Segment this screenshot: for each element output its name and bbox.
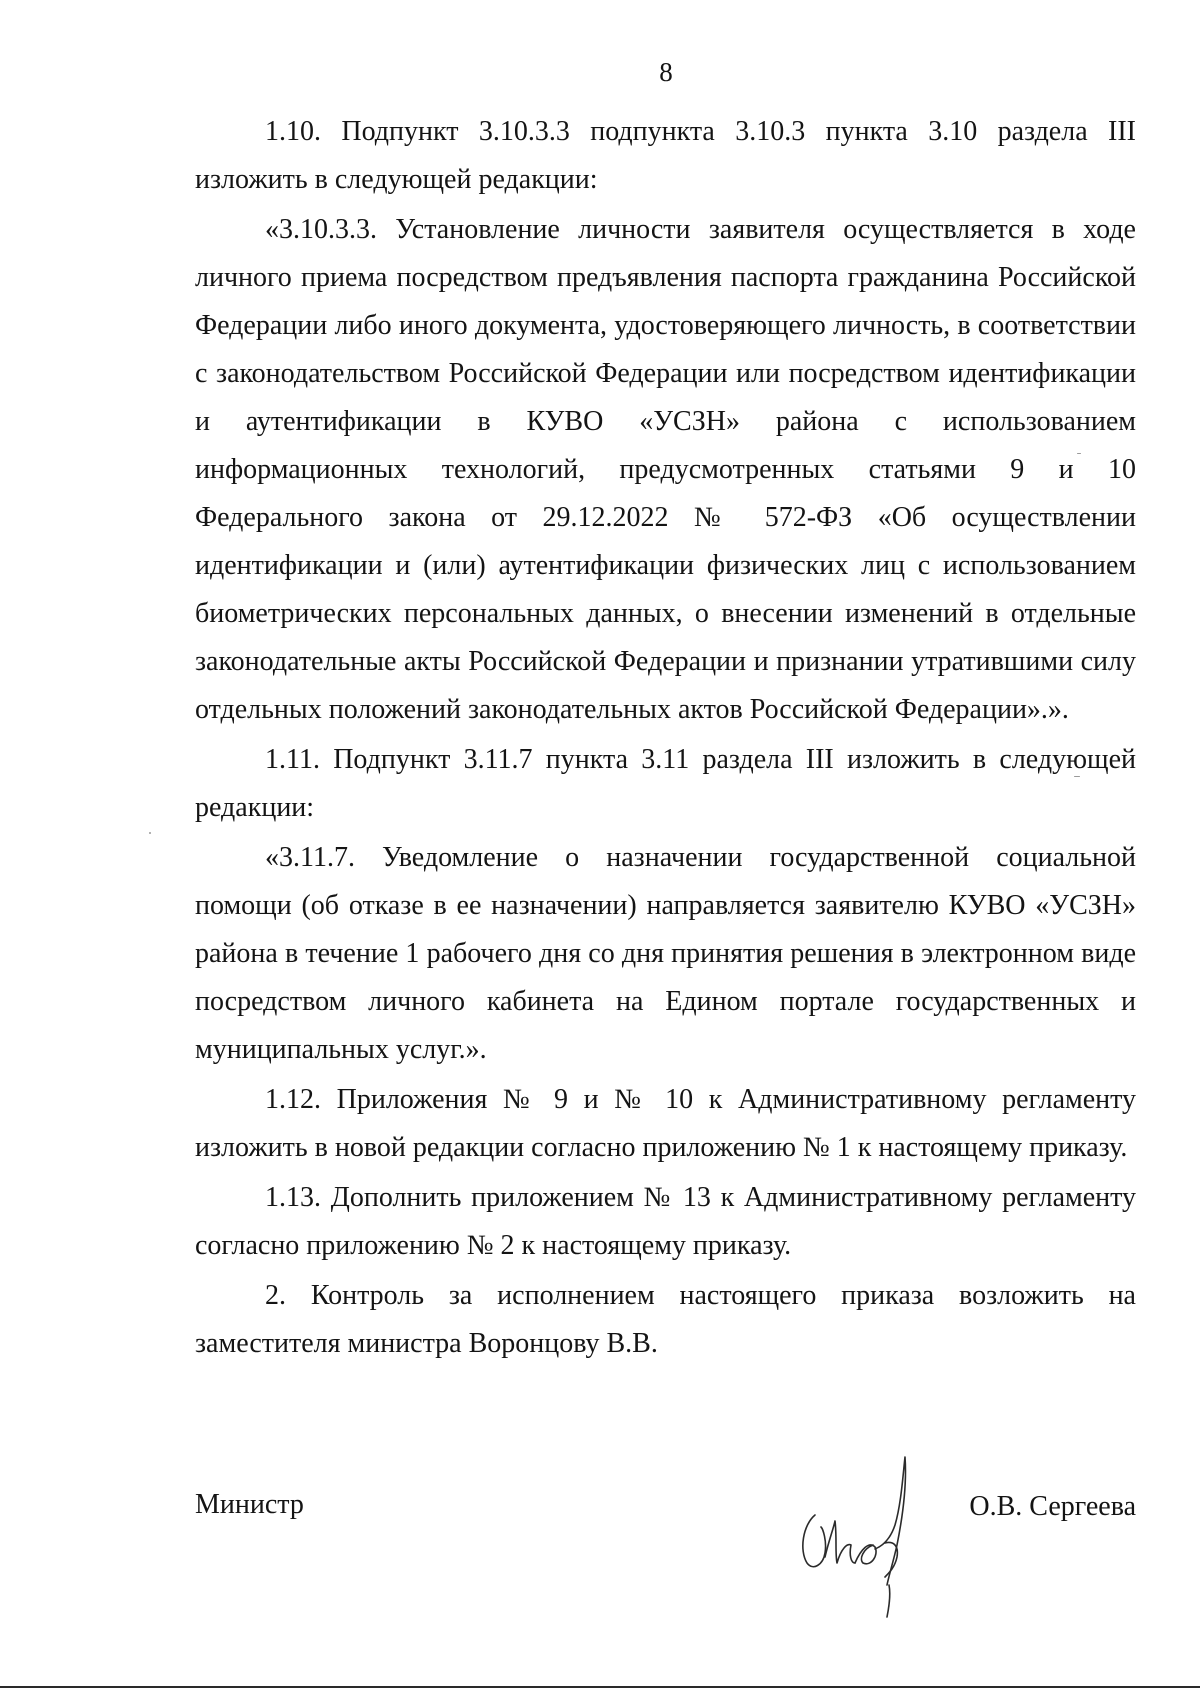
scan-speck	[1077, 453, 1081, 454]
signatory-name: О.В. Сергеева	[969, 1491, 1136, 1522]
paragraph-3-10-3-3-text: «3.10.3.3. Установление личности заявителя осуществляется в ходе личного приема посредством предъявления паспорта гражданина Российской Федерации либо иного документа, удостоверяющего личность, в соответствии с законодательством Российской Федерации или посредством идентификации и аутентификации в КУВО «УСЗН» района с использованием информационных технологий, предусмотренных статьями 9 и 10 Федерального закона от 29.12.2022 № 572-ФЗ «Об осуществлении идентификации и (или) аутентификации физических лиц с использованием биометрических персональных данных, о внесении изменений в отдельные законодательные акты Российской Федерации и признании утратившими силу отдельных положений законодательных актов Российской Федерации».».	[195, 214, 1136, 725]
scan-speck	[1074, 776, 1080, 777]
page-number: 8	[659, 57, 673, 87]
paragraph-1-11: 1.11. Подпункт 3.11.7 пункта 3.11 раздела III изложить в следующей редакции:	[195, 744, 1136, 823]
paragraph-1-12: 1.12. Приложения № 9 и № 10 к Административному регламенту изложить в новой редакции согласно приложению № 1 к настоящему приказу.	[195, 1084, 1136, 1163]
signatory-position: Министр	[195, 1489, 304, 1520]
paragraph-2-control: 2. Контроль за исполнением настоящего приказа возложить на заместителя министра Воронцову В.В.	[195, 1280, 1136, 1359]
signature-block	[195, 1455, 1136, 1635]
document-body	[195, 108, 1136, 1370]
handwritten-signature	[785, 1445, 925, 1625]
scan-speck	[149, 832, 151, 834]
paragraph-1-13: 1.13. Дополнить приложением № 13 к Административному регламенту согласно приложению № 2 к настоящему приказу.	[195, 1182, 1136, 1261]
paragraph-3-11-7-text: «3.11.7. Уведомление о назначении государственной социальной помощи (об отказе в ее назначении) направляется заявителю КУВО «УСЗН» района в течение 1 рабочего дня со дня принятия решения в электронном виде посредством личного кабинета на Едином портале государственных и муниципальных услуг.».	[195, 842, 1136, 1065]
paragraph-1-10: 1.10. Подпункт 3.10.3.3 подпункта 3.10.3 пункта 3.10 раздела III изложить в следующей редакции:	[195, 116, 1136, 195]
scan-bottom-edge	[0, 1686, 1200, 1688]
